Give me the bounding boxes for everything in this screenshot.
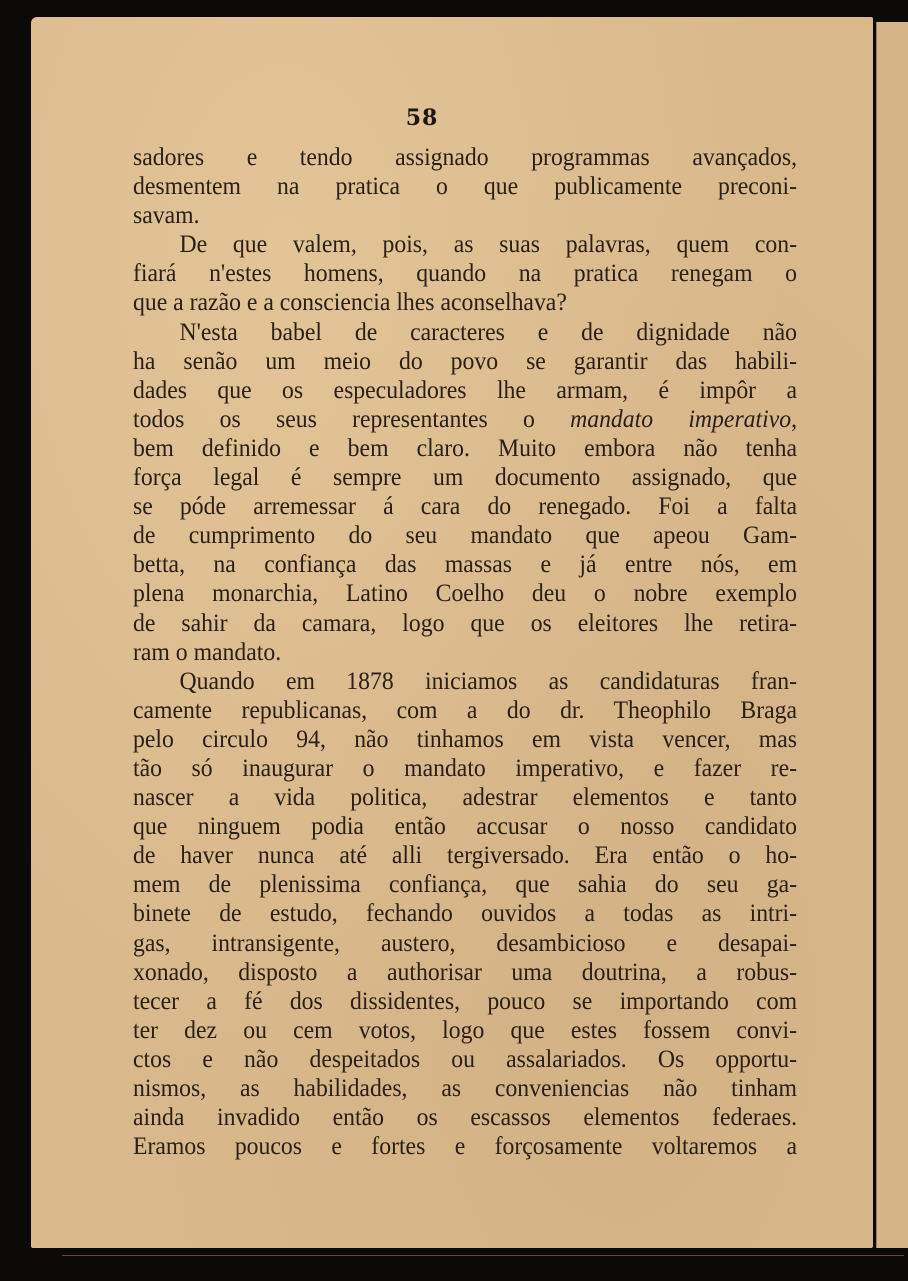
text-line: ha senão um meio do povo se garantir das habili-: [133, 345, 798, 375]
text-line: força legal é sempre um documento assignado, que: [133, 462, 798, 492]
text-line: se póde arremessar á cara do renegado. Foi a falta: [133, 491, 798, 521]
text-line: gas, intransigente, austero, desambicioso e desapai-: [133, 927, 798, 957]
text-line: mem de plenissima confiança, que sahia do seu ga-: [133, 869, 798, 899]
text-line: de haver nunca até alli tergiversado. Era então o ho-: [133, 840, 798, 870]
text-line: Quando em 1878 iniciamos as candidaturas fran-: [179, 665, 798, 695]
text-line: De que valem, pois, as suas palavras, quem con-: [179, 229, 798, 259]
text-line: de sahir da camara, logo que os eleitores lhe retira-: [133, 607, 798, 637]
text-line: ainda invadido então os escassos elementos federaes.: [133, 1102, 798, 1132]
text-line: plena monarchia, Latino Coelho deu o nobre exemplo: [133, 578, 798, 608]
text-line: desmentem na pratica o que publicamente preconi-: [133, 171, 798, 201]
text-line: tão só inaugurar o mandato imperativo, e fazer re-: [133, 752, 798, 782]
page-bottom-edge: [62, 1255, 904, 1262]
text-line: tecer a fé dos dissidentes, pouco se importando com: [133, 985, 798, 1015]
text-line: que a razão e a consciencia lhes aconselhava?: [133, 287, 567, 317]
text-line: de cumprimento do seu mandato que apeou Gam-: [133, 520, 798, 550]
text-line: ter dez ou cem votos, logo que estes fossem convi-: [133, 1014, 798, 1044]
text-line: que ninguem podia então accusar o nosso candidato: [133, 811, 798, 841]
italic-phrase: mandato imperativo: [570, 403, 792, 433]
text-line: Eramos poucos e fortes e forçosamente voltaremos a: [133, 1131, 798, 1161]
text-line: ctos e não despeitados ou assalariados. Os opportu-: [133, 1043, 798, 1073]
book-page: [31, 17, 873, 1248]
text-line: bem definido e bem claro. Muito embora não tenha: [133, 432, 798, 462]
adjacent-page-edge: [876, 22, 908, 1248]
text-line: xonado, disposto a authorisar uma doutrina, a robus-: [133, 956, 798, 986]
text-line: sadores e tendo assignado programmas avançados,: [133, 142, 798, 171]
body-text: [133, 142, 798, 1161]
text-line: ram o mandato.: [133, 636, 282, 666]
text-line: betta, na confiança das massas e já entre nós, em: [133, 549, 798, 579]
text-line: pelo circulo 94, não tinhamos em vista vencer, mas: [133, 723, 798, 753]
text-line: nismos, as habilidades, as conveniencias não tinham: [133, 1073, 798, 1102]
text-line: fiará n'estes homens, quando na pratica renegam o: [133, 258, 798, 288]
text-line: nascer a vida politica, adestrar elementos e tanto: [133, 782, 798, 812]
text-line: camente republicanas, com a do dr. Theophilo Braga: [133, 694, 798, 724]
page-number: 58: [405, 105, 439, 131]
text-line: todos os seus representantes o mandato imperativo,: [133, 403, 798, 433]
text-line: dades que os especuladores lhe armam, é impôr a: [133, 374, 798, 404]
text-line: N'esta babel de caracteres e de dignidade não: [179, 316, 798, 346]
text-line: savam.: [133, 200, 200, 230]
text-line: binete de estudo, fechando ouvidos a todas as intri-: [133, 898, 798, 928]
